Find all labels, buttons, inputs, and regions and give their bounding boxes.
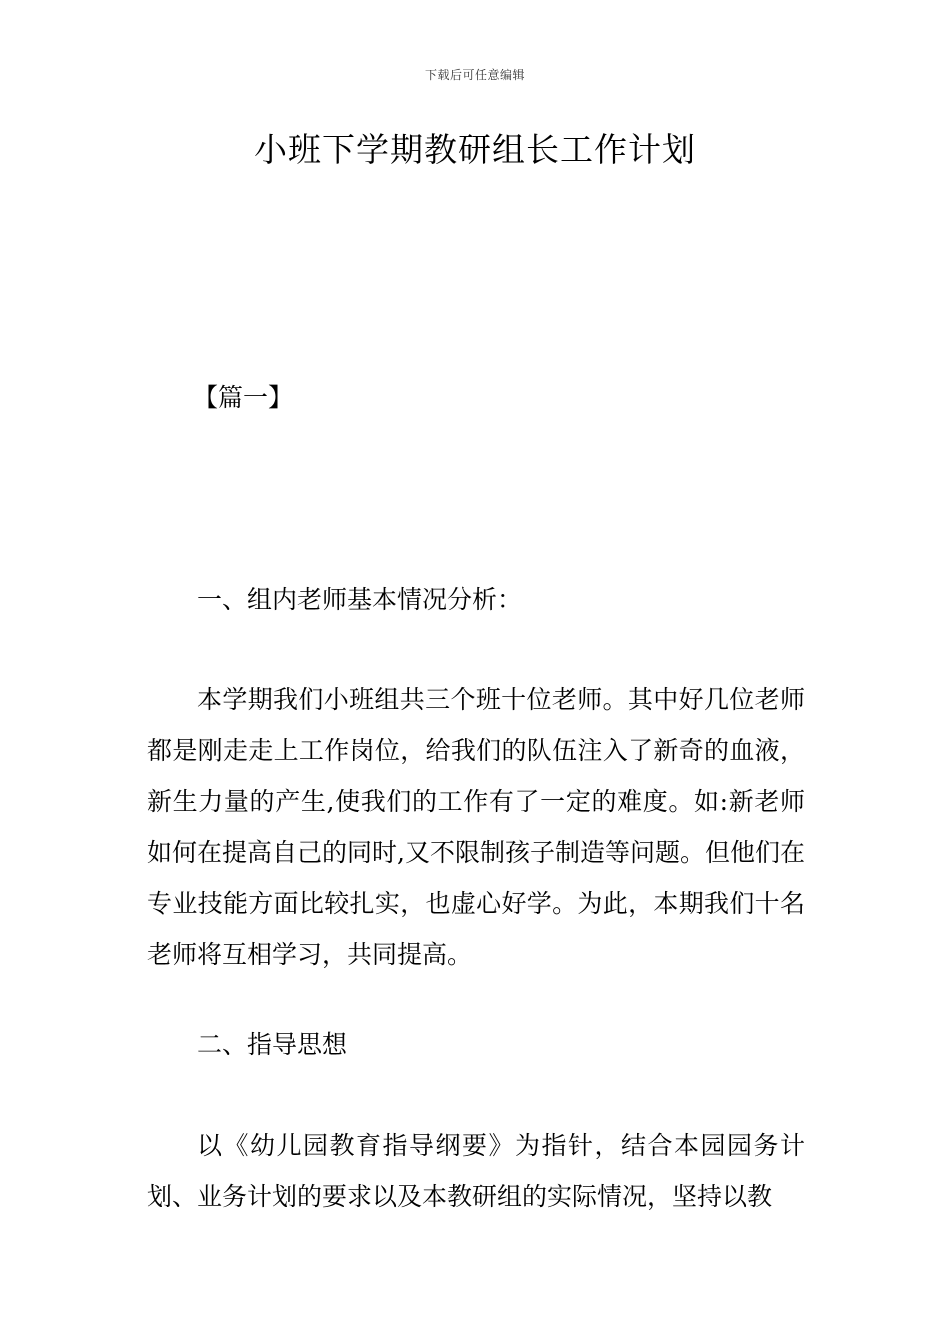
document-title: 小班下学期教研组长工作计划 xyxy=(254,130,696,169)
section-marker: 【篇一】 xyxy=(193,383,294,412)
section-1-heading: 一、组内老师基本情况分析： xyxy=(197,585,523,614)
header-note: 下载后可任意编辑 xyxy=(424,68,525,82)
section-2-heading: 二、指导思想 xyxy=(197,1030,348,1059)
section-1-paragraph: 本学期我们小班组共三个班十位老师。其中好几位老师都是刚走走上工作岗位，给我们的队伍注入了新奇的血液，新生力量的产生,使我们的工作有了一定的难度。如:新老师如何在提高自己的同时,又不限制孩子制造等问题。但他们在专业技能方面比较扎实，也虚心好学。为此，本期我们十名老师将互相学习，共同提高。 xyxy=(147,685,805,969)
section-2-paragraph: 以《幼儿园教育指导纲要》为指针，结合本园园务计划、业务计划的要求以及本教研组的实际情况，坚持以教 xyxy=(147,1131,805,1211)
